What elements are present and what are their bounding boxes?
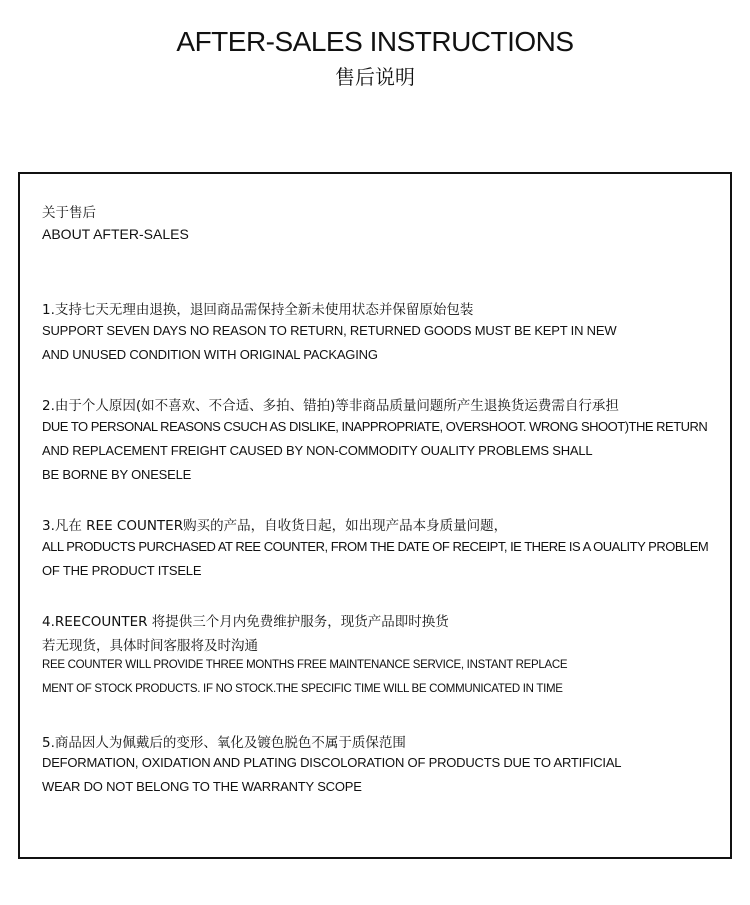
item-1-english-line-2: AND UNUSED CONDITION WITH ORIGINAL PACKAGING — [42, 347, 378, 362]
item-2-english-line-2: AND REPLACEMENT FREIGHT CAUSED BY NON-COMMODITY OUALITY PROBLEMS SHALL — [42, 443, 593, 458]
page-title: AFTER-SALES INSTRUCTIONS — [176, 26, 574, 57]
section-heading: ABOUT AFTER-SALES — [42, 226, 189, 242]
item-4-chinese: 4.REECOUNTER 将提供三个月内免费维护服务，现货产品即时换货 — [42, 614, 449, 630]
item-3-chinese: 3.凡在 REE COUNTER购买的产品，自收货日起，如出现产品本身质量问题， — [42, 518, 508, 534]
item-3-english-line-1: ALL PRODUCTS PURCHASED AT REE COUNTER, FROM THE DATE OF RECEIPT, IE THERE IS A OUALITY PROBLEM — [42, 539, 709, 554]
item-2-chinese: 2.由于个人原因(如不喜欢、不合适、多拍、错拍)等非商品质量问题所产生退换货运费需自行承担 — [42, 398, 619, 414]
item-2-english-line-1: DUE TO PERSONAL REASONS CSUCH AS DISLIKE, INAPPROPRIATE, OVERSHOOT. WRONG SHOOT)THE RETURN — [42, 419, 708, 434]
item-5-chinese: 5.商品因人为佩戴后的变形、氧化及镀色脱色不属于质保范围 — [42, 735, 406, 751]
item-4-english-line-1: REE COUNTER WILL PROVIDE THREE MONTHS FREE MAINTENANCE SERVICE, INSTANT REPLACE — [42, 659, 568, 671]
item-3-english-line-2: OF THE PRODUCT ITSELE — [42, 563, 202, 578]
item-1-english-line-1: SUPPORT SEVEN DAYS NO REASON TO RETURN, RETURNED GOODS MUST BE KEPT IN NEW — [42, 323, 617, 338]
page-title-chinese: 售后说明 — [335, 65, 415, 89]
item-2-english-line-3: BE BORNE BY ONESELE — [42, 467, 192, 482]
item-5-english-line-1: DEFORMATION, OXIDATION AND PLATING DISCOLORATION OF PRODUCTS DUE TO ARTIFICIAL — [42, 755, 622, 770]
instructions-panel — [18, 172, 732, 859]
item-4-english-line-2: MENT OF STOCK PRODUCTS. IF NO STOCK.THE SPECIFIC TIME WILL BE COMMUNICATED IN TIME — [42, 683, 563, 695]
item-4-chinese-line-2: 若无现货，具体时间客服将及时沟通 — [42, 638, 258, 654]
item-5-english-line-2: WEAR DO NOT BELONG TO THE WARRANTY SCOPE — [42, 779, 362, 794]
section-heading-chinese: 关于售后 — [42, 205, 96, 221]
item-1-chinese: 1.支持七天无理由退换，退回商品需保持全新未使用状态并保留原始包装 — [42, 302, 474, 318]
